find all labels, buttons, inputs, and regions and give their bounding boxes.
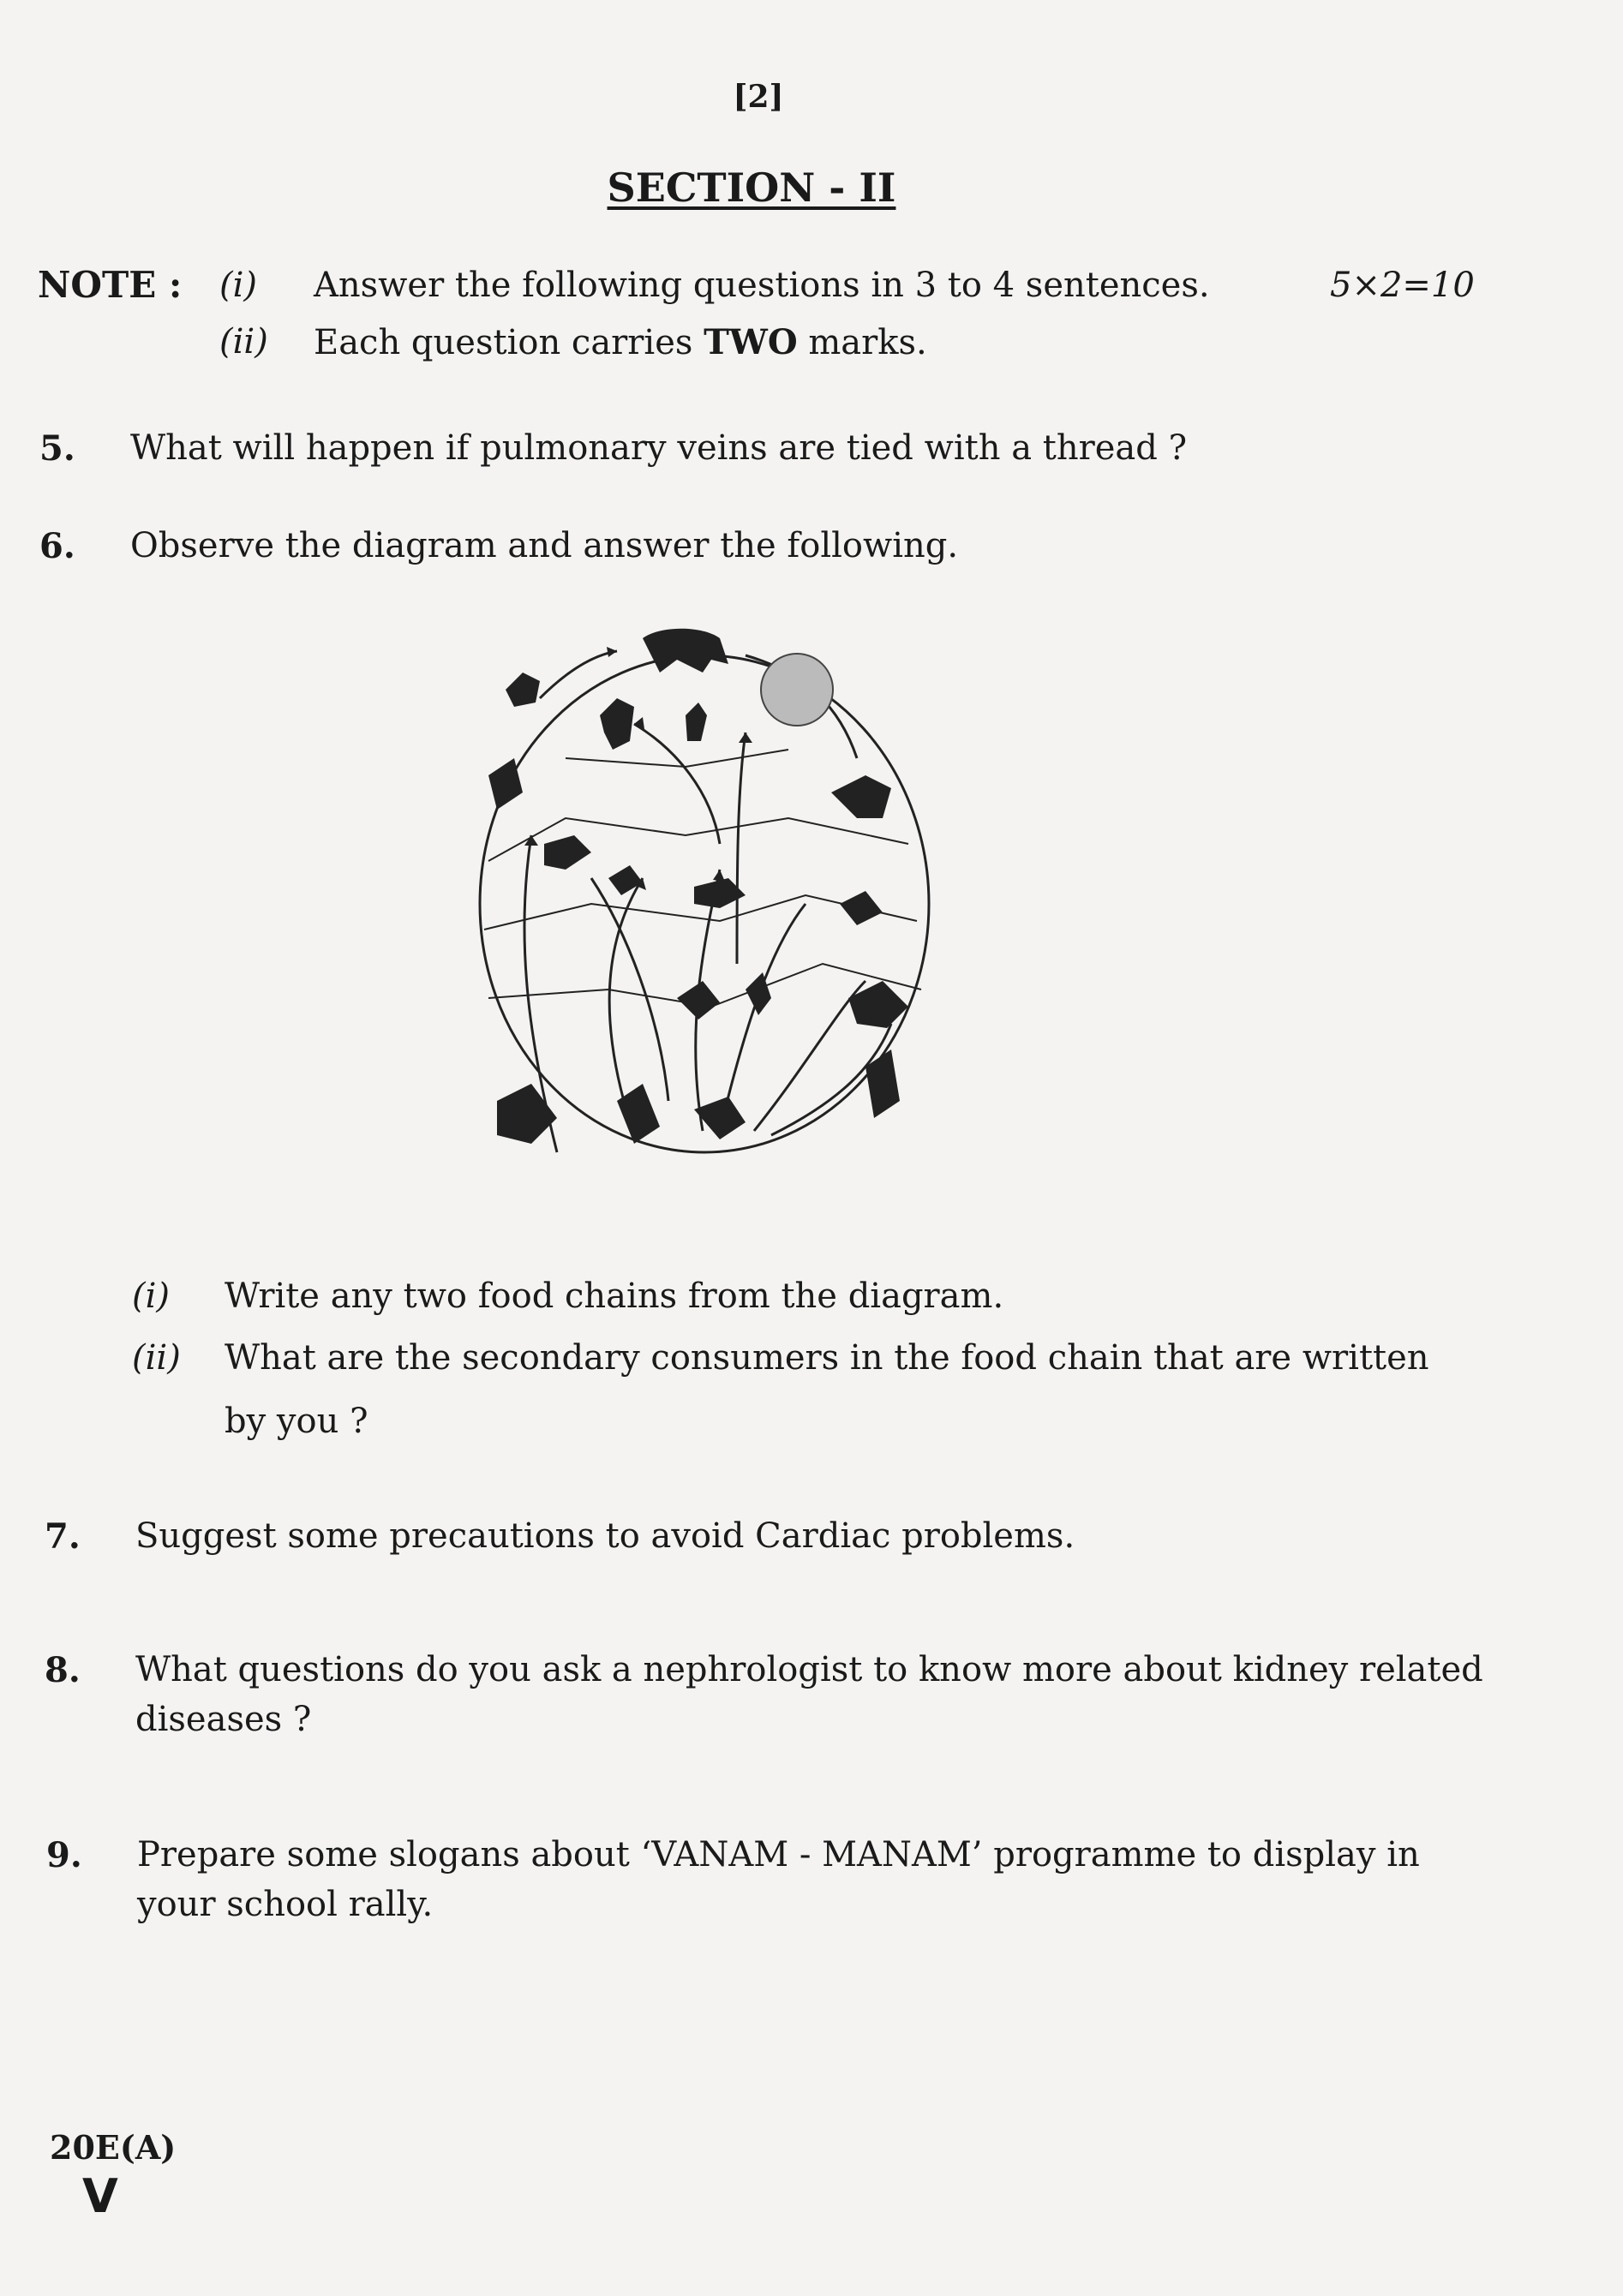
subpart-text-i: Write any two food chains from the diagram. bbox=[225, 1277, 1004, 1316]
question-text-7: Suggest some precautions to avoid Cardiac problems. bbox=[135, 1516, 1075, 1556]
question-number-5: 5. bbox=[39, 428, 75, 469]
eagle-silhouette bbox=[600, 698, 634, 750]
question-text-8-line1: What questions do you ask a nephrologist to know more about kidney related bbox=[135, 1650, 1483, 1689]
question-number-6: 6. bbox=[39, 526, 75, 566]
subpart-numeral-ii: (ii) bbox=[132, 1338, 181, 1378]
bird-silhouette bbox=[608, 865, 643, 895]
subpart-text-ii-line1: What are the secondary consumers in the food chain that are written bbox=[225, 1338, 1429, 1378]
paper-code: 20E(A) bbox=[50, 2128, 177, 2167]
note-label: NOTE : bbox=[38, 264, 183, 306]
marks-allocation: 5×2=10 bbox=[1330, 266, 1475, 305]
food-arrow bbox=[634, 724, 720, 844]
squirrel-silhouette bbox=[746, 972, 771, 1015]
shrub-silhouette bbox=[694, 1097, 746, 1139]
subpart-numeral-i: (i) bbox=[132, 1277, 171, 1316]
frog-silhouette bbox=[544, 835, 591, 870]
owl-silhouette bbox=[686, 703, 707, 741]
food-arrow bbox=[737, 732, 746, 964]
food-arrow bbox=[754, 981, 865, 1131]
note-bold-two: TWO bbox=[704, 322, 798, 362]
paper-version: V bbox=[82, 2169, 118, 2223]
note-text-1: Answer the following questions in 3 to 4 sentences. bbox=[314, 266, 1210, 305]
sun-icon bbox=[761, 654, 833, 726]
monkey-silhouette bbox=[506, 673, 540, 707]
food-arrow bbox=[720, 904, 806, 1131]
tiger-silhouette bbox=[643, 629, 728, 673]
question-text-8-line2: diseases ? bbox=[135, 1700, 312, 1739]
fox-silhouette bbox=[831, 775, 891, 818]
question-number-9: 9. bbox=[46, 1835, 82, 1875]
subpart-text-ii-line2: by you ? bbox=[225, 1402, 368, 1441]
grass-silhouette bbox=[497, 1084, 557, 1144]
page-number: [2] bbox=[733, 79, 784, 115]
question-number-8: 8. bbox=[45, 1650, 81, 1690]
section-title: SECTION - II bbox=[607, 164, 896, 211]
note-numeral-1: (i) bbox=[219, 266, 258, 305]
question-number-7: 7. bbox=[45, 1516, 81, 1557]
question-text-9-line1: Prepare some slogans about ‘VANAM - MANAM’ programme to display in bbox=[137, 1835, 1420, 1874]
goat-silhouette bbox=[840, 891, 883, 925]
question-text-9-line2: your school rally. bbox=[137, 1885, 434, 1924]
food-arrow bbox=[540, 651, 617, 698]
question-text-5: What will happen if pulmonary veins are tied with a thread ? bbox=[130, 428, 1188, 468]
rabbit-silhouette bbox=[677, 981, 720, 1019]
note-text-2: Each question carries TWO marks. bbox=[314, 322, 927, 362]
question-text-6: Observe the diagram and answer the following. bbox=[130, 526, 959, 565]
food-web-diagram bbox=[463, 621, 943, 1157]
note-numeral-2: (ii) bbox=[219, 322, 268, 362]
